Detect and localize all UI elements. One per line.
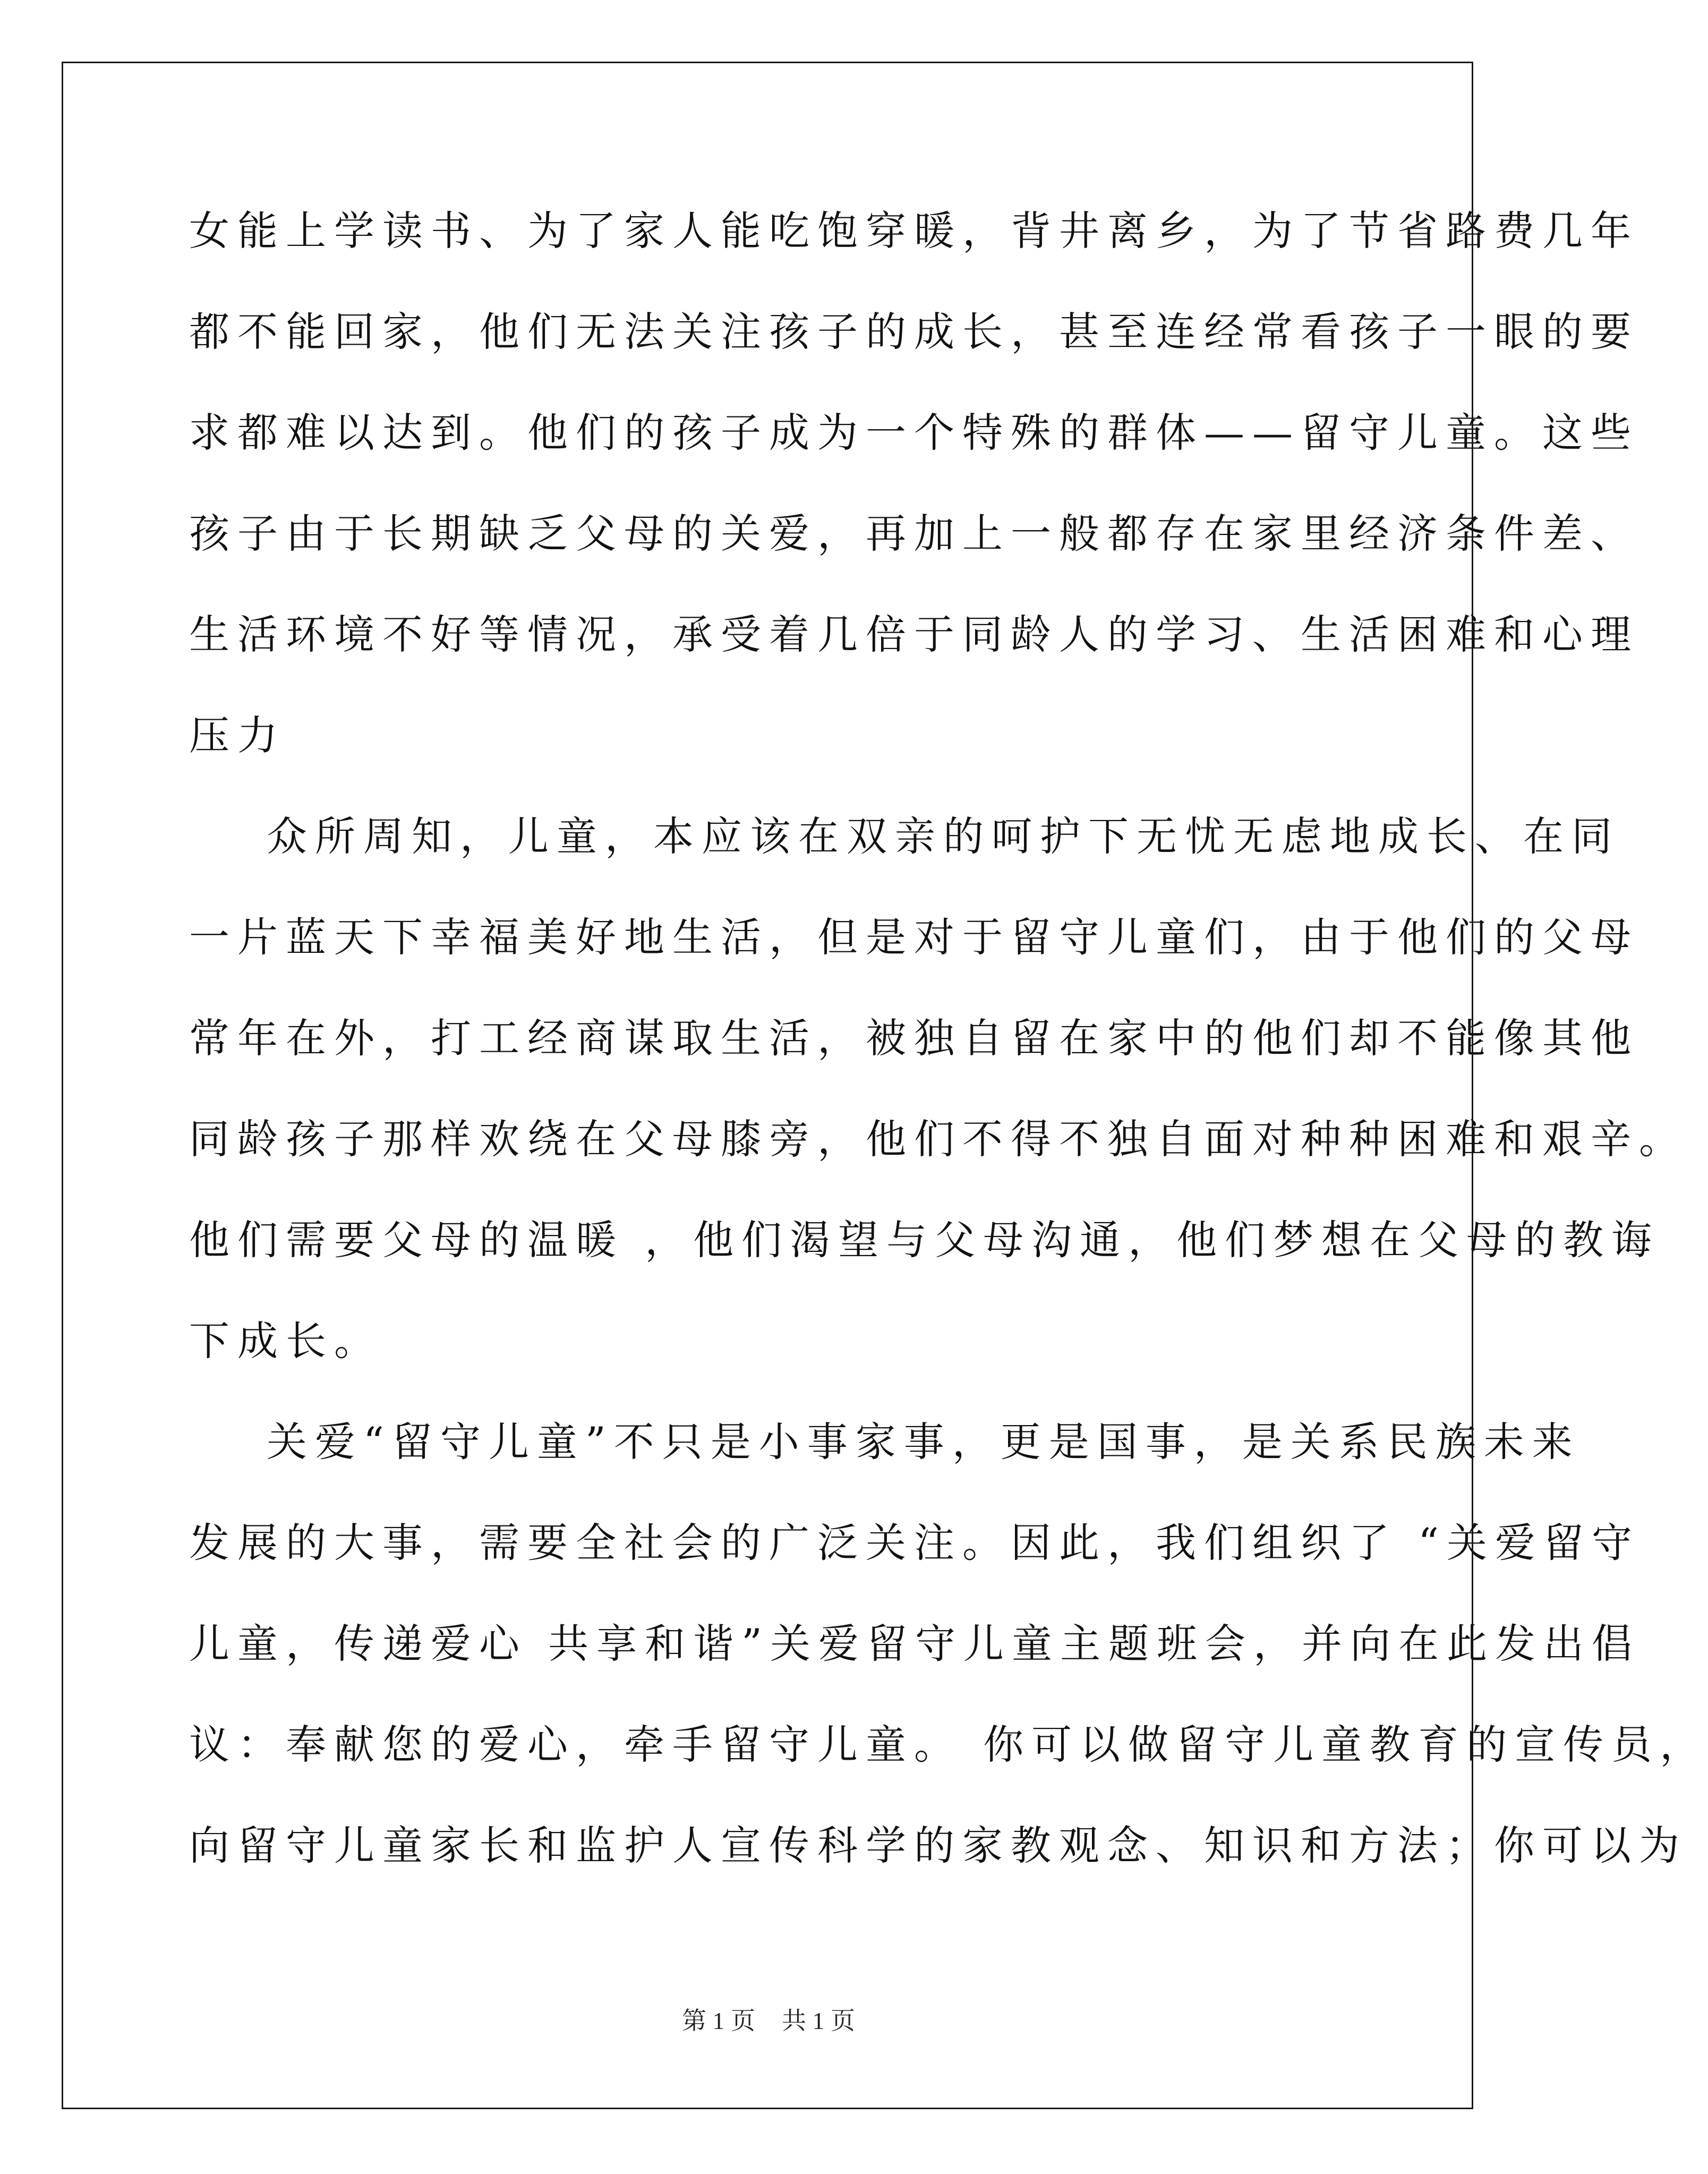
text-line-11: 他们需要父母的温暖 ，他们渴望与父母沟通，他们梦想在父母的教诲 <box>189 1216 1660 1264</box>
text-line-12: 下成长。 <box>189 1317 382 1365</box>
page-total: 共 1 页 <box>782 2007 855 2034</box>
text-line-1: 女能上学读书、为了家人能吃饱穿暖，背井离乡，为了节省路费几年 <box>189 207 1639 254</box>
text-line-2: 都不能回家，他们无法关注孩子的成长，甚至连经常看孩子一眼的要 <box>189 308 1639 355</box>
text-line-6: 压力 <box>189 712 286 759</box>
text-line-8: 一片蓝天下幸福美好地生活，但是对于留守儿童们，由于他们的父母 <box>189 914 1639 961</box>
text-line-15: 儿童，传递爱心 共享和谐”关爱留守儿童主题班会，并向在此发出倡 <box>189 1620 1641 1667</box>
page-footer <box>0 2005 1537 2037</box>
page-border <box>62 62 1473 2109</box>
text-line-5: 生活环境不好等情况，承受着几倍于同龄人的学习、生活困难和心理 <box>189 611 1639 658</box>
text-line-10: 同龄孩子那样欢绕在父母膝旁，他们不得不独自面对种种困难和艰辛。 <box>189 1115 1687 1163</box>
text-line-4: 孩子由于长期缺乏父母的关爱，再加上一般都存在家里经济条件差、 <box>189 510 1639 557</box>
text-line-3: 求都难以达到。他们的孩子成为一个特殊的群体——留守儿童。这些 <box>189 409 1639 456</box>
text-line-9: 常年在外，打工经商谋取生活，被独自留在家中的他们却不能像其他 <box>189 1014 1639 1062</box>
paragraph-3-first-line: 关爱“留守儿童”不只是小事家事，更是国事，是关系民族未来 <box>267 1418 1581 1465</box>
text-line-17: 向留守儿童家长和监护人宣传科学的家教观念、知识和方法；你可以为 <box>189 1822 1687 1869</box>
text-line-16: 议：奉献您的爱心，牵手留守儿童。 你可以做留守儿童教育的宣传员， <box>189 1721 1708 1768</box>
text-line-14: 发展的大事，需要全社会的广泛关注。因此，我们组织了 “关爱留守 <box>189 1519 1641 1566</box>
page-number: 第 1 页 <box>682 2007 755 2034</box>
paragraph-2-first-line: 众所周知，儿童，本应该在双亲的呵护下无忧无虑地成长、在同 <box>267 813 1620 860</box>
